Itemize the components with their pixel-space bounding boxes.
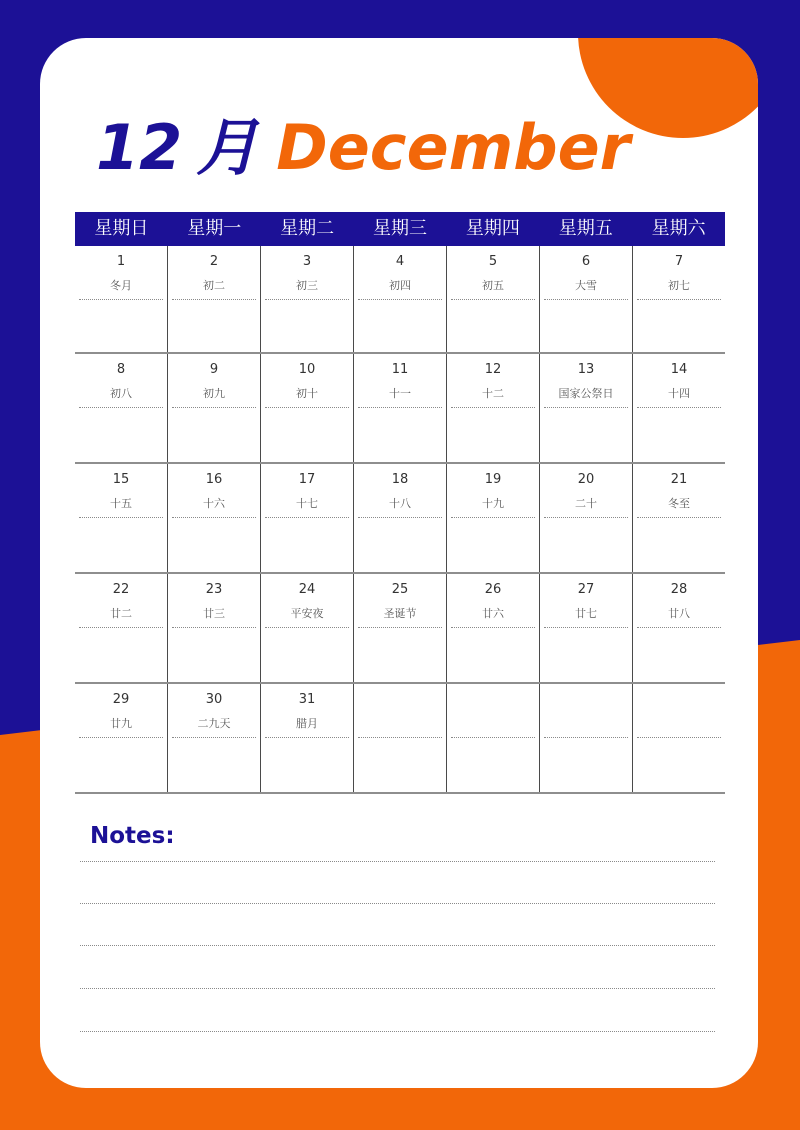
calendar-grid	[75, 246, 725, 794]
cell-divider	[637, 737, 721, 738]
day-number: 11	[391, 362, 409, 377]
cell-divider	[451, 517, 535, 518]
lunar-date: 国家公祭日	[558, 387, 614, 400]
day-cell[interactable]	[75, 246, 168, 352]
lunar-date: 十二	[482, 387, 504, 400]
week-row	[75, 246, 725, 354]
cell-divider	[358, 299, 442, 300]
cell-divider	[172, 517, 256, 518]
day-number: 17	[298, 472, 316, 487]
day-cell[interactable]	[261, 464, 354, 572]
day-number: 8	[116, 362, 126, 377]
day-cell[interactable]	[168, 684, 261, 792]
week-row	[75, 464, 725, 574]
day-number: 6	[581, 254, 591, 269]
day-cell[interactable]	[261, 574, 354, 682]
cell-divider	[358, 737, 442, 738]
day-cell[interactable]	[168, 246, 261, 352]
day-number: 5	[488, 254, 498, 269]
week-row	[75, 354, 725, 464]
day-cell[interactable]	[168, 574, 261, 682]
day-number: 28	[670, 582, 688, 597]
day-number: 29	[112, 692, 130, 707]
lunar-date: 平安夜	[290, 607, 324, 620]
day-cell[interactable]	[540, 464, 633, 572]
weekday-thu: 星期四	[465, 218, 520, 239]
weekday-mon: 星期一	[187, 218, 242, 239]
day-cell[interactable]	[633, 684, 725, 792]
cell-divider	[358, 517, 442, 518]
lunar-date: 十四	[668, 387, 690, 400]
note-line[interactable]	[80, 903, 715, 904]
cell-divider	[451, 627, 535, 628]
lunar-date: 廿七	[575, 607, 597, 620]
day-cell[interactable]	[75, 574, 168, 682]
weekday-sun: 星期日	[94, 218, 149, 239]
lunar-date: 十五	[110, 497, 132, 510]
lunar-date: 初九	[203, 387, 225, 400]
lunar-date: 十一	[389, 387, 411, 400]
cell-divider	[544, 737, 628, 738]
day-cell[interactable]	[354, 574, 447, 682]
day-number: 19	[484, 472, 502, 487]
day-cell[interactable]	[447, 684, 540, 792]
lunar-date: 十七	[296, 497, 318, 510]
day-cell[interactable]	[354, 246, 447, 352]
note-line[interactable]	[80, 861, 715, 862]
lunar-date: 十六	[203, 497, 225, 510]
week-row	[75, 574, 725, 684]
day-cell[interactable]	[168, 464, 261, 572]
day-cell[interactable]	[354, 684, 447, 792]
cell-divider	[79, 299, 163, 300]
day-cell[interactable]	[168, 354, 261, 462]
weekday-sat: 星期六	[651, 218, 706, 239]
page-title	[96, 108, 630, 188]
cell-divider	[544, 517, 628, 518]
cell-divider	[637, 517, 721, 518]
cell-divider	[79, 627, 163, 628]
day-number: 7	[674, 254, 684, 269]
day-number: 10	[298, 362, 316, 377]
calendar-page	[40, 38, 758, 1088]
day-cell[interactable]	[447, 354, 540, 462]
day-number: 30	[205, 692, 223, 707]
cell-divider	[172, 737, 256, 738]
notes-label: Notes:	[90, 823, 175, 849]
weekday-fri: 星期五	[558, 218, 613, 239]
lunar-date: 廿三	[203, 607, 225, 620]
day-number: 22	[112, 582, 130, 597]
day-number: 25	[391, 582, 409, 597]
month-english: December	[276, 111, 631, 184]
cell-divider	[637, 407, 721, 408]
day-number: 20	[577, 472, 595, 487]
day-number: 15	[112, 472, 130, 487]
cell-divider	[172, 299, 256, 300]
lunar-date: 二九天	[197, 717, 231, 730]
lunar-date: 廿八	[668, 607, 690, 620]
day-cell[interactable]	[75, 684, 168, 792]
cell-divider	[544, 407, 628, 408]
cell-divider	[637, 627, 721, 628]
month-chinese: 月	[196, 111, 259, 184]
day-cell[interactable]	[540, 574, 633, 682]
day-number: 4	[395, 254, 405, 269]
lunar-date: 初十	[296, 387, 318, 400]
day-cell[interactable]	[261, 246, 354, 352]
cell-divider	[265, 517, 349, 518]
cell-divider	[265, 299, 349, 300]
cell-divider	[172, 407, 256, 408]
day-cell[interactable]	[540, 246, 633, 352]
lunar-date: 初七	[668, 279, 690, 292]
lunar-date: 十八	[389, 497, 411, 510]
lunar-date: 廿九	[110, 717, 132, 730]
day-number: 9	[209, 362, 219, 377]
weekday-header	[75, 212, 725, 246]
day-number: 14	[670, 362, 688, 377]
cell-divider	[358, 407, 442, 408]
day-cell[interactable]	[75, 354, 168, 462]
cell-divider	[637, 299, 721, 300]
lunar-date: 大雪	[575, 279, 597, 292]
lunar-date: 初五	[482, 279, 504, 292]
day-number: 18	[391, 472, 409, 487]
lunar-date: 圣诞节	[383, 607, 417, 620]
cell-divider	[265, 407, 349, 408]
cell-divider	[172, 627, 256, 628]
lunar-date: 初四	[389, 279, 411, 292]
month-number: 12	[96, 111, 183, 184]
day-cell[interactable]	[633, 354, 725, 462]
lunar-date: 初三	[296, 279, 318, 292]
day-number: 13	[577, 362, 595, 377]
day-cell[interactable]	[261, 354, 354, 462]
lunar-date: 廿六	[482, 607, 504, 620]
cell-divider	[265, 627, 349, 628]
lunar-date: 冬至	[668, 497, 690, 510]
cell-divider	[451, 407, 535, 408]
day-number: 31	[298, 692, 316, 707]
lunar-date: 初八	[110, 387, 132, 400]
day-number: 24	[298, 582, 316, 597]
lunar-date: 腊月	[296, 717, 318, 730]
cell-divider	[544, 299, 628, 300]
day-number: 12	[484, 362, 502, 377]
lunar-date: 二十	[575, 497, 597, 510]
day-cell[interactable]	[75, 464, 168, 572]
day-cell[interactable]	[447, 464, 540, 572]
cell-divider	[79, 407, 163, 408]
day-number: 27	[577, 582, 595, 597]
day-cell[interactable]	[354, 354, 447, 462]
day-number: 1	[116, 254, 126, 269]
day-cell[interactable]	[540, 684, 633, 792]
day-cell[interactable]	[447, 246, 540, 352]
day-cell[interactable]	[633, 246, 725, 352]
day-number: 3	[302, 254, 312, 269]
cell-divider	[544, 627, 628, 628]
note-line[interactable]	[80, 1031, 715, 1032]
weekday-wed: 星期三	[373, 218, 427, 239]
lunar-date: 初二	[203, 279, 225, 292]
cell-divider	[79, 517, 163, 518]
day-cell[interactable]	[633, 464, 725, 572]
note-line[interactable]	[80, 988, 715, 989]
day-number: 26	[484, 582, 502, 597]
day-number: 23	[205, 582, 223, 597]
day-number: 2	[209, 254, 219, 269]
lunar-date: 廿二	[110, 607, 132, 620]
lunar-date: 冬月	[110, 279, 132, 292]
day-number: 21	[670, 472, 688, 487]
day-cell[interactable]	[354, 464, 447, 572]
day-cell[interactable]	[633, 574, 725, 682]
day-number: 16	[205, 472, 223, 487]
week-row	[75, 684, 725, 794]
weekday-tue: 星期二	[280, 218, 335, 239]
cell-divider	[79, 737, 163, 738]
day-cell[interactable]	[540, 354, 633, 462]
cell-divider	[451, 299, 535, 300]
day-cell[interactable]	[447, 574, 540, 682]
cell-divider	[358, 627, 442, 628]
cell-divider	[265, 737, 349, 738]
day-cell[interactable]	[261, 684, 354, 792]
lunar-date: 十九	[482, 497, 504, 510]
cell-divider	[451, 737, 535, 738]
note-line[interactable]	[80, 945, 715, 946]
